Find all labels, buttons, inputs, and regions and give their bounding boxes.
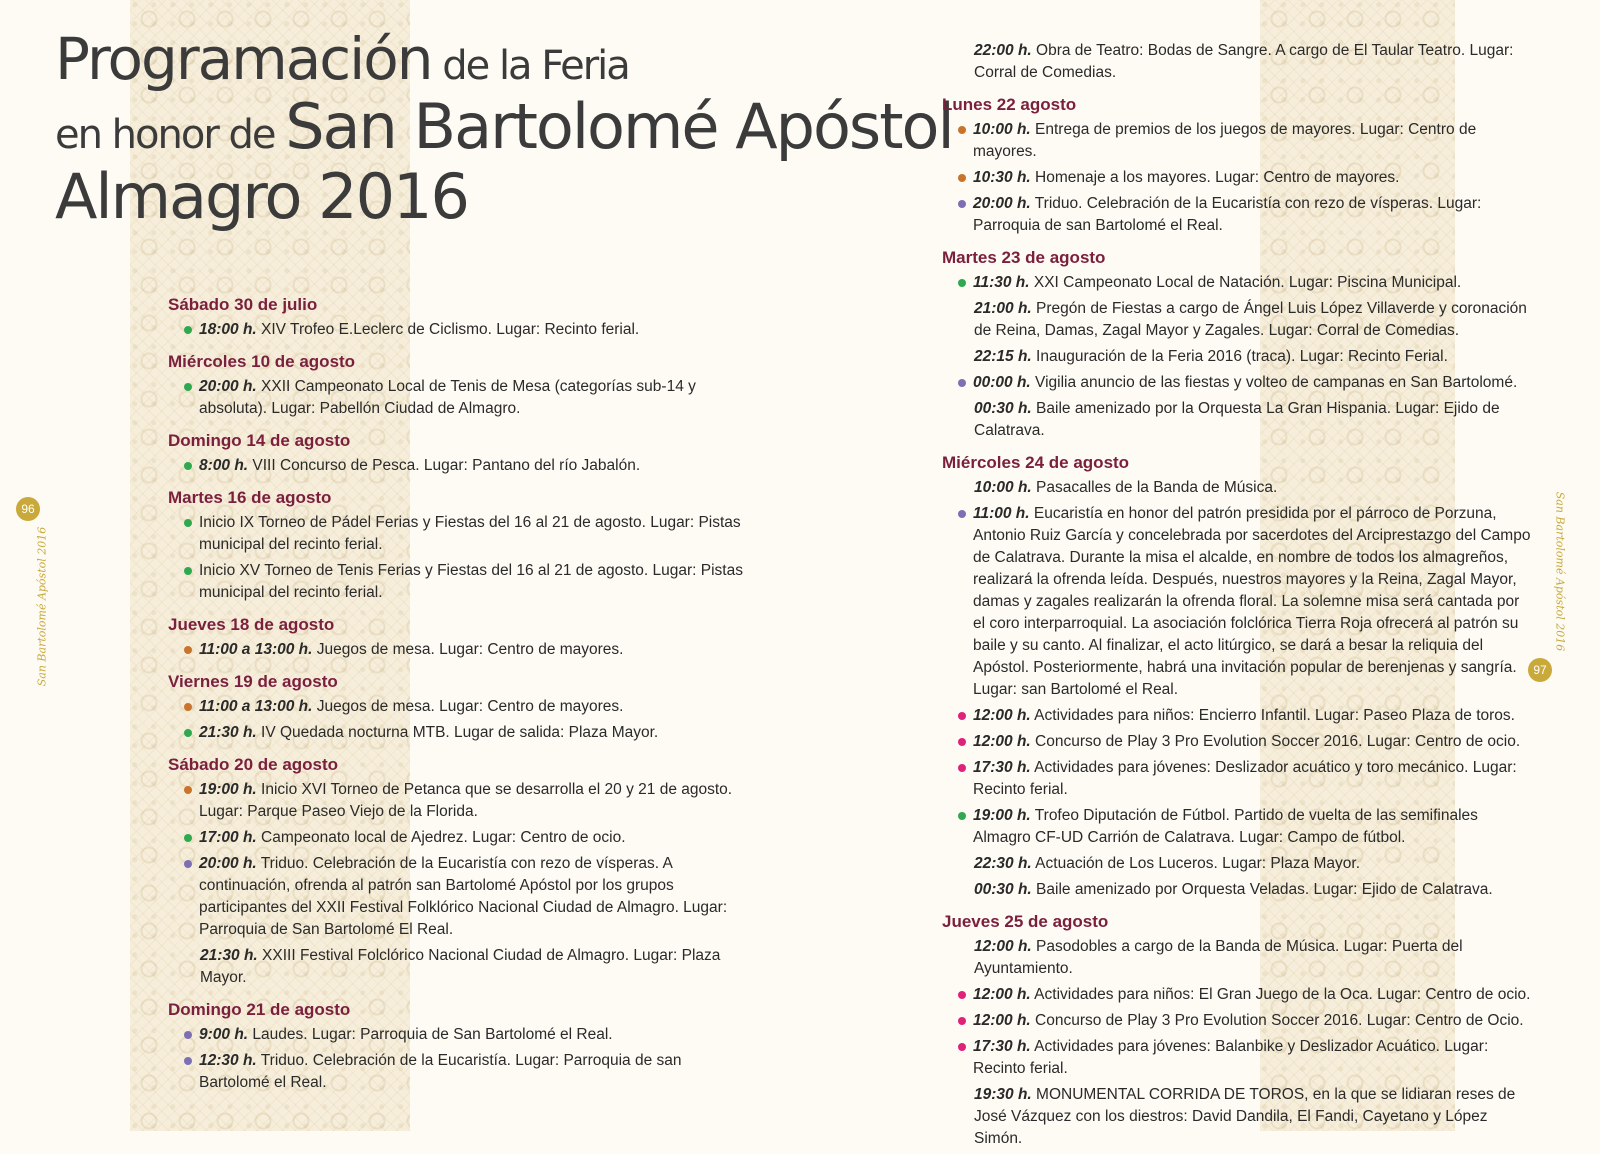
- event-item: [942, 853, 1532, 875]
- event-text: Juegos de mesa. Lugar: Centro de mayores.: [312, 641, 624, 658]
- event-text: VIII Concurso de Pesca. Lugar: Pantano del río Jabalón.: [248, 457, 641, 474]
- event-text: Triduo. Celebración de la Eucaristía. Lugar: Parroquia de san Bartolomé el Real.: [199, 1052, 682, 1091]
- event-time: 12:00 h.: [973, 1012, 1031, 1029]
- event-text: Trofeo Diputación de Fútbol. Partido de vuelta de las semifinales Almagro CF-UD Carrión de Calatrava. Lugar: Campo de fútbol.: [973, 807, 1478, 846]
- event-time: 18:00 h.: [199, 321, 257, 338]
- event-time: 19:00 h.: [199, 781, 257, 798]
- event-item: [942, 372, 1532, 394]
- event-text: Campeonato local de Ajedrez. Lugar: Centro de ocio.: [256, 829, 626, 846]
- event-item: [942, 167, 1532, 189]
- title-line2b: San Bartolomé Apóstol: [285, 90, 953, 163]
- day-heading: Lunes 22 agosto: [942, 95, 1077, 114]
- event-text: Pasodobles a cargo de la Banda de Música. Lugar: Puerta del Ayuntamiento.: [974, 938, 1463, 977]
- event-item: [942, 1036, 1532, 1080]
- event-text: Actividades para jóvenes: Balanbike y Deslizador Acuático. Lugar: Recinto ferial.: [973, 1038, 1489, 1077]
- event-item: [168, 455, 748, 477]
- event-text: MONUMENTAL CORRIDA DE TOROS, en la que se lidiaran reses de José Vázquez con los diestros: David Dandila, El Fandi, Cayetano y López Simón.: [974, 1086, 1516, 1147]
- event-time: 21:30 h.: [200, 947, 258, 964]
- event-text: Concurso de Play 3 Pro Evolution Soccer 2016. Lugar: Centro de Ocio.: [1030, 1012, 1524, 1029]
- event-text: Vigilia anuncio de las fiestas y volteo de campanas en San Bartolomé.: [1030, 374, 1518, 391]
- event-text: Eucaristía en honor del patrón presidida por el párroco de Porzuna, Antonio Ruiz García y concelebrada por sacerdotes del Arciprestazgo del Campo de Calatrava. Durante la misa el alcalde, en nombre de todos los almagreños, realizará la ofrenda leída. Después, nuestros mayores y la Reina, Zagal Mayor, damas y zagales realizarán la ofrenda floral. La solemne misa será cantada por el coro interparroquial. La asociación folclórica Tierra Roja ofrecerá al patrón su baile y su canto. Al finalizar, el acto litúrgico, se dará a besar la reliquia del Apóstol. Posteriormente, habrá una invitación popular de berenjenas y sangría. Lugar: san Bartolomé el Real.: [973, 505, 1531, 698]
- event-item: [942, 193, 1532, 237]
- bullet-dot-icon: [958, 510, 966, 518]
- bullet-dot-icon: [184, 786, 192, 794]
- event-text: Actividades para niños: El Gran Juego de la Oca. Lugar: Centro de ocio.: [1030, 986, 1531, 1003]
- title-line3: Almagro 2016: [55, 160, 468, 233]
- event-time: 12:00 h.: [973, 707, 1031, 724]
- title-line2a: en honor de: [55, 112, 286, 158]
- event-text: Inicio XV Torneo de Tenis Ferias y Fiestas del 16 al 21 de agosto. Lugar: Pistas municipal del recinto ferial.: [199, 562, 743, 601]
- event-text: Pregón de Fiestas a cargo de Ángel Luis López Villaverde y coronación de Reina, Damas, Zagal Mayor y Zagales. Lugar: Corral de Comedias.: [974, 300, 1527, 339]
- event-time: 11:30 h.: [973, 274, 1030, 291]
- event-time: 20:00 h.: [199, 378, 257, 395]
- bullet-dot-icon: [184, 567, 192, 575]
- bullet-dot-icon: [184, 1057, 192, 1065]
- event-time: 11:00 a 13:00 h.: [199, 641, 313, 658]
- event-item: [942, 705, 1532, 727]
- event-text: Laudes. Lugar: Parroquia de San Bartolomé el Real.: [248, 1026, 613, 1043]
- event-time: 19:30 h.: [974, 1086, 1032, 1103]
- event-item: [942, 272, 1532, 294]
- event-text: Entrega de premios de los juegos de mayores. Lugar: Centro de mayores.: [973, 121, 1477, 160]
- event-time: 10:00 h.: [974, 479, 1032, 496]
- event-item: [942, 346, 1532, 368]
- event-text: IV Quedada nocturna MTB. Lugar de salida: Plaza Mayor.: [256, 724, 659, 741]
- event-item: [942, 805, 1532, 849]
- event-item: [942, 936, 1532, 980]
- event-text: Baile amenizado por Orquesta Veladas. Lugar: Ejido de Calatrava.: [1031, 881, 1493, 898]
- event-item: [168, 560, 748, 604]
- day-heading: Jueves 25 de agosto: [942, 912, 1109, 931]
- event-time: 11:00 h.: [973, 505, 1030, 522]
- bullet-dot-icon: [958, 1017, 966, 1025]
- bullet-dot-icon: [958, 738, 966, 746]
- event-item: [168, 1050, 748, 1094]
- event-text: Triduo. Celebración de la Eucaristía con rezo de vísperas. A continuación, ofrenda al patrón san Bartolomé Apóstol por los grupos participantes del XXII Festival Folklórico Nacional Ciudad de Almagro. Lugar: Parroquia de San Bartolomé El Real.: [199, 855, 728, 938]
- event-item: [942, 503, 1532, 701]
- event-text: XXII Campeonato Local de Tenis de Mesa (categorías sub-14 y absoluta). Lugar: Pabellón Ciudad de Almagro.: [199, 378, 696, 417]
- day-heading: Miércoles 24 de agosto: [942, 453, 1130, 472]
- event-item: [942, 984, 1532, 1006]
- event-item: [942, 398, 1532, 442]
- day-heading: Jueves 18 de agosto: [168, 615, 335, 634]
- event-item: [942, 1010, 1532, 1032]
- event-item: [168, 512, 748, 556]
- event-item: [942, 477, 1532, 499]
- event-text: Obra de Teatro: Bodas de Sangre. A cargo de El Taular Teatro. Lugar: Corral de Comedias.: [974, 42, 1514, 81]
- event-text: Actividades para jóvenes: Deslizador acuático y toro mecánico. Lugar: Recinto ferial.: [973, 759, 1517, 798]
- event-time: 21:30 h.: [199, 724, 257, 741]
- bullet-dot-icon: [184, 326, 192, 334]
- event-text: XXI Campeonato Local de Natación. Lugar: Piscina Municipal.: [1029, 274, 1462, 291]
- event-time: 00:30 h.: [974, 881, 1032, 898]
- bullet-dot-icon: [184, 462, 192, 470]
- event-time: 12:00 h.: [973, 986, 1031, 1003]
- event-text: Inicio IX Torneo de Pádel Ferias y Fiestas del 16 al 21 de agosto. Lugar: Pistas municipal del recinto ferial.: [199, 514, 741, 553]
- event-item: [942, 40, 1532, 84]
- bullet-dot-icon: [958, 1043, 966, 1051]
- event-item: [942, 298, 1532, 342]
- event-item: [168, 827, 748, 849]
- event-text: Inicio XVI Torneo de Petanca que se desarrolla el 20 y 21 de agosto. Lugar: Parque Paseo Viejo de la Florida.: [199, 781, 733, 820]
- day-heading: Martes 23 de agosto: [942, 248, 1106, 267]
- title-line1b: de la Feria: [431, 43, 629, 89]
- bullet-dot-icon: [184, 519, 192, 527]
- bullet-dot-icon: [184, 860, 192, 868]
- event-text: Triduo. Celebración de la Eucaristía con rezo de vísperas. Lugar: Parroquia de san Bartolomé el Real.: [973, 195, 1482, 234]
- right-schedule-column: [942, 40, 1532, 1154]
- event-item: [168, 1024, 748, 1046]
- event-text: XXIII Festival Folclórico Nacional Ciudad de Almagro. Lugar: Plaza Mayor.: [200, 947, 721, 986]
- event-text: Juegos de mesa. Lugar: Centro de mayores.: [312, 698, 624, 715]
- page-title: [55, 25, 953, 233]
- event-time: 17:30 h.: [973, 759, 1031, 776]
- day-heading: Sábado 20 de agosto: [168, 755, 339, 774]
- event-time: 12:00 h.: [973, 733, 1031, 750]
- event-time: 9:00 h.: [199, 1026, 249, 1043]
- event-time: 17:30 h.: [973, 1038, 1031, 1055]
- event-item: [942, 731, 1532, 753]
- event-time: 10:30 h.: [973, 169, 1031, 186]
- event-item: [168, 853, 748, 941]
- day-heading: Miércoles 10 de agosto: [168, 352, 356, 371]
- day-heading: Sábado 30 de julio: [168, 295, 318, 314]
- event-item: [168, 376, 748, 420]
- bullet-dot-icon: [958, 712, 966, 720]
- bullet-dot-icon: [184, 729, 192, 737]
- bullet-dot-icon: [958, 126, 966, 134]
- event-time: 20:00 h.: [973, 195, 1031, 212]
- event-text: Homenaje a los mayores. Lugar: Centro de mayores.: [1030, 169, 1400, 186]
- event-item: [942, 1084, 1532, 1150]
- bullet-dot-icon: [958, 764, 966, 772]
- page-number-left: 96: [16, 497, 40, 521]
- day-heading: Viernes 19 de agosto: [168, 672, 338, 691]
- page-number-right: 97: [1528, 658, 1552, 682]
- day-heading: Domingo 14 de agosto: [168, 431, 351, 450]
- day-heading: Martes 16 de agosto: [168, 488, 332, 507]
- bullet-dot-icon: [184, 703, 192, 711]
- left-schedule-column: [168, 284, 748, 1098]
- event-item: [168, 319, 748, 341]
- event-item: [168, 696, 748, 718]
- event-time: 12:00 h.: [974, 938, 1032, 955]
- event-time: 22:15 h.: [974, 348, 1032, 365]
- event-text: Actuación de Los Luceros. Lugar: Plaza Mayor.: [1031, 855, 1361, 872]
- bullet-dot-icon: [184, 646, 192, 654]
- event-time: 00:30 h.: [974, 400, 1032, 417]
- event-text: Concurso de Play 3 Pro Evolution Soccer 2016. Lugar: Centro de ocio.: [1030, 733, 1521, 750]
- side-text-right: San Bartolomé Apóstol 2016: [1553, 491, 1567, 652]
- event-time: 17:00 h.: [199, 829, 257, 846]
- bullet-dot-icon: [958, 200, 966, 208]
- title-line1a: Programación: [55, 25, 432, 93]
- bullet-dot-icon: [184, 834, 192, 842]
- bullet-dot-icon: [958, 279, 966, 287]
- event-item: [942, 757, 1532, 801]
- event-time: 22:30 h.: [974, 855, 1032, 872]
- bullet-dot-icon: [958, 174, 966, 182]
- event-time: 19:00 h.: [973, 807, 1031, 824]
- event-text: Actividades para niños: Encierro Infantil. Lugar: Paseo Plaza de toros.: [1030, 707, 1515, 724]
- bullet-dot-icon: [958, 991, 966, 999]
- side-text-left: San Bartolomé Apóstol 2016: [35, 526, 49, 687]
- event-text: XIV Trofeo E.Leclerc de Ciclismo. Lugar: Recinto ferial.: [256, 321, 640, 338]
- bullet-dot-icon: [184, 1031, 192, 1039]
- event-time: 10:00 h.: [973, 121, 1031, 138]
- event-time: 20:00 h.: [199, 855, 257, 872]
- day-heading: Domingo 21 de agosto: [168, 1000, 351, 1019]
- event-time: 21:00 h.: [974, 300, 1032, 317]
- event-item: [168, 779, 748, 823]
- event-time: 11:00 a 13:00 h.: [199, 698, 313, 715]
- event-time: 22:00 h.: [974, 42, 1032, 59]
- event-item: [942, 879, 1532, 901]
- event-text: Baile amenizado por la Orquesta La Gran Hispania. Lugar: Ejido de Calatrava.: [974, 400, 1500, 439]
- event-time: 12:30 h.: [199, 1052, 257, 1069]
- event-item: [168, 722, 748, 744]
- event-item: [168, 945, 748, 989]
- event-time: 00:00 h.: [973, 374, 1031, 391]
- event-item: [168, 639, 748, 661]
- bullet-dot-icon: [958, 812, 966, 820]
- event-item: [942, 119, 1532, 163]
- event-text: Inauguración de la Feria 2016 (traca). Lugar: Recinto Ferial.: [1031, 348, 1448, 365]
- event-text: Pasacalles de la Banda de Música.: [1031, 479, 1278, 496]
- event-time: 8:00 h.: [199, 457, 249, 474]
- bullet-dot-icon: [184, 383, 192, 391]
- bullet-dot-icon: [958, 379, 966, 387]
